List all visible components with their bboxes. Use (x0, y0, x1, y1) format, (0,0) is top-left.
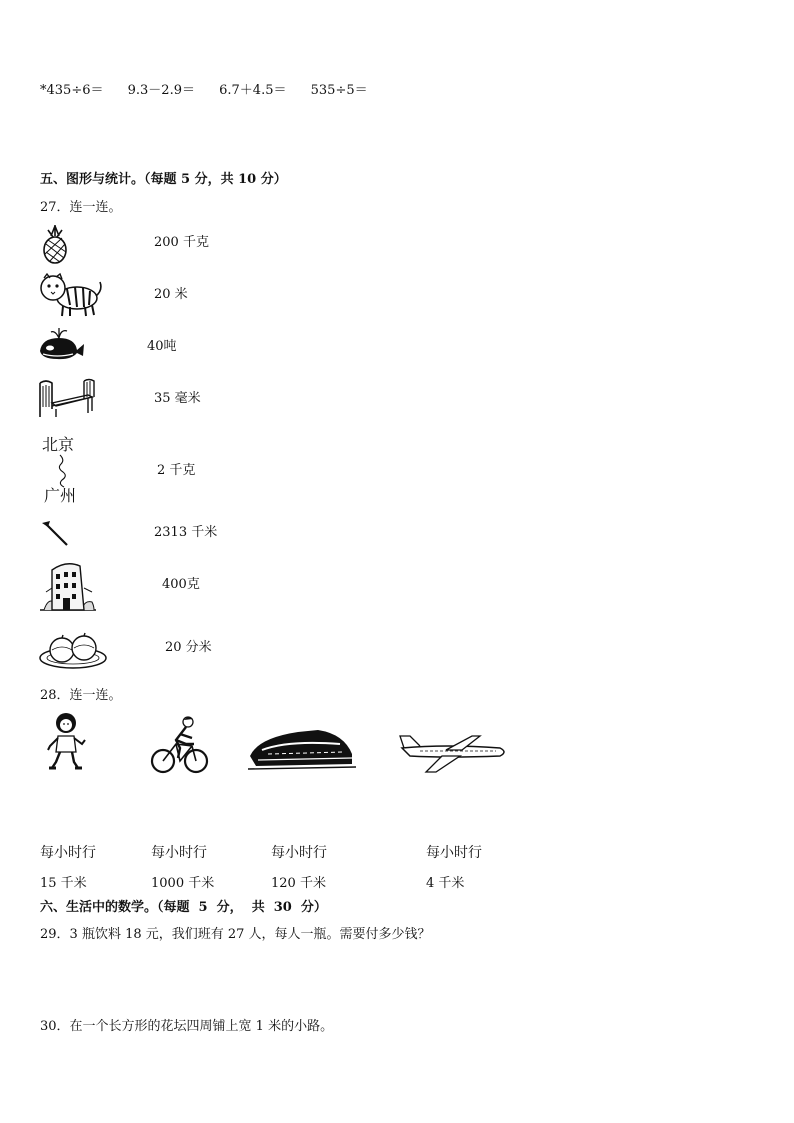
speed-value: 4 千米 (426, 876, 465, 891)
fruit-plate-icon (38, 628, 108, 670)
person-walking-icon (44, 710, 90, 772)
airplane-icon (396, 732, 508, 774)
calc-item: 9.3－2.9＝ (127, 83, 195, 98)
speed-caption: 每小时行 (151, 845, 207, 861)
calc-item: 6.7＋4.5＝ (219, 83, 287, 98)
speed-value: 120 千米 (271, 876, 326, 891)
bed-icon (36, 375, 96, 419)
speed-caption: 每小时行 (40, 845, 96, 861)
train-icon (248, 726, 358, 772)
cyclist-icon (150, 714, 210, 776)
question-27-title: 27．连一连。 (40, 200, 122, 215)
section-5-heading: 五、图形与统计。（每题 5 分，共 10 分） (40, 172, 287, 187)
tiger-icon (37, 272, 103, 318)
speed-value: 15 千米 (40, 876, 87, 891)
section-6-heading: 六、生活中的数学。（每题 5 分， 共 30 分） (40, 900, 327, 915)
q27-label: 2 千克 (157, 463, 196, 478)
map-label-beijing: 北京 (42, 435, 75, 454)
question-28-title: 28．连一连。 (40, 688, 122, 703)
question-30: 30．在一个长方形的花坛四周铺上宽 1 米的小路。 (40, 1019, 334, 1034)
calc-item: 535÷5＝ (310, 83, 368, 98)
speed-value: 1000 千米 (151, 876, 215, 891)
map-label-guangzhou: 广州 (44, 486, 77, 505)
question-29: 29．3 瓶饮料 18 元，我们班有 27 人，每人一瓶。需要付多少钱？ (40, 927, 431, 942)
whale-icon (37, 326, 87, 362)
q27-label: 20 分米 (165, 640, 212, 655)
q27-label: 35 毫米 (154, 391, 201, 406)
calc-item: *435÷6＝ (40, 83, 104, 98)
map-route-icon (42, 454, 82, 488)
q27-label: 2313 千米 (154, 525, 218, 540)
q27-label: 40吨 (147, 339, 177, 354)
speed-caption: 每小时行 (271, 845, 327, 861)
q27-label: 400克 (162, 577, 200, 592)
building-icon (38, 558, 98, 612)
q27-label: 200 千克 (154, 235, 209, 250)
pineapple-icon (38, 224, 72, 264)
calculation-row (40, 83, 388, 99)
nail-icon (40, 520, 70, 548)
speed-caption: 每小时行 (426, 845, 482, 861)
q27-label: 20 米 (154, 287, 188, 302)
